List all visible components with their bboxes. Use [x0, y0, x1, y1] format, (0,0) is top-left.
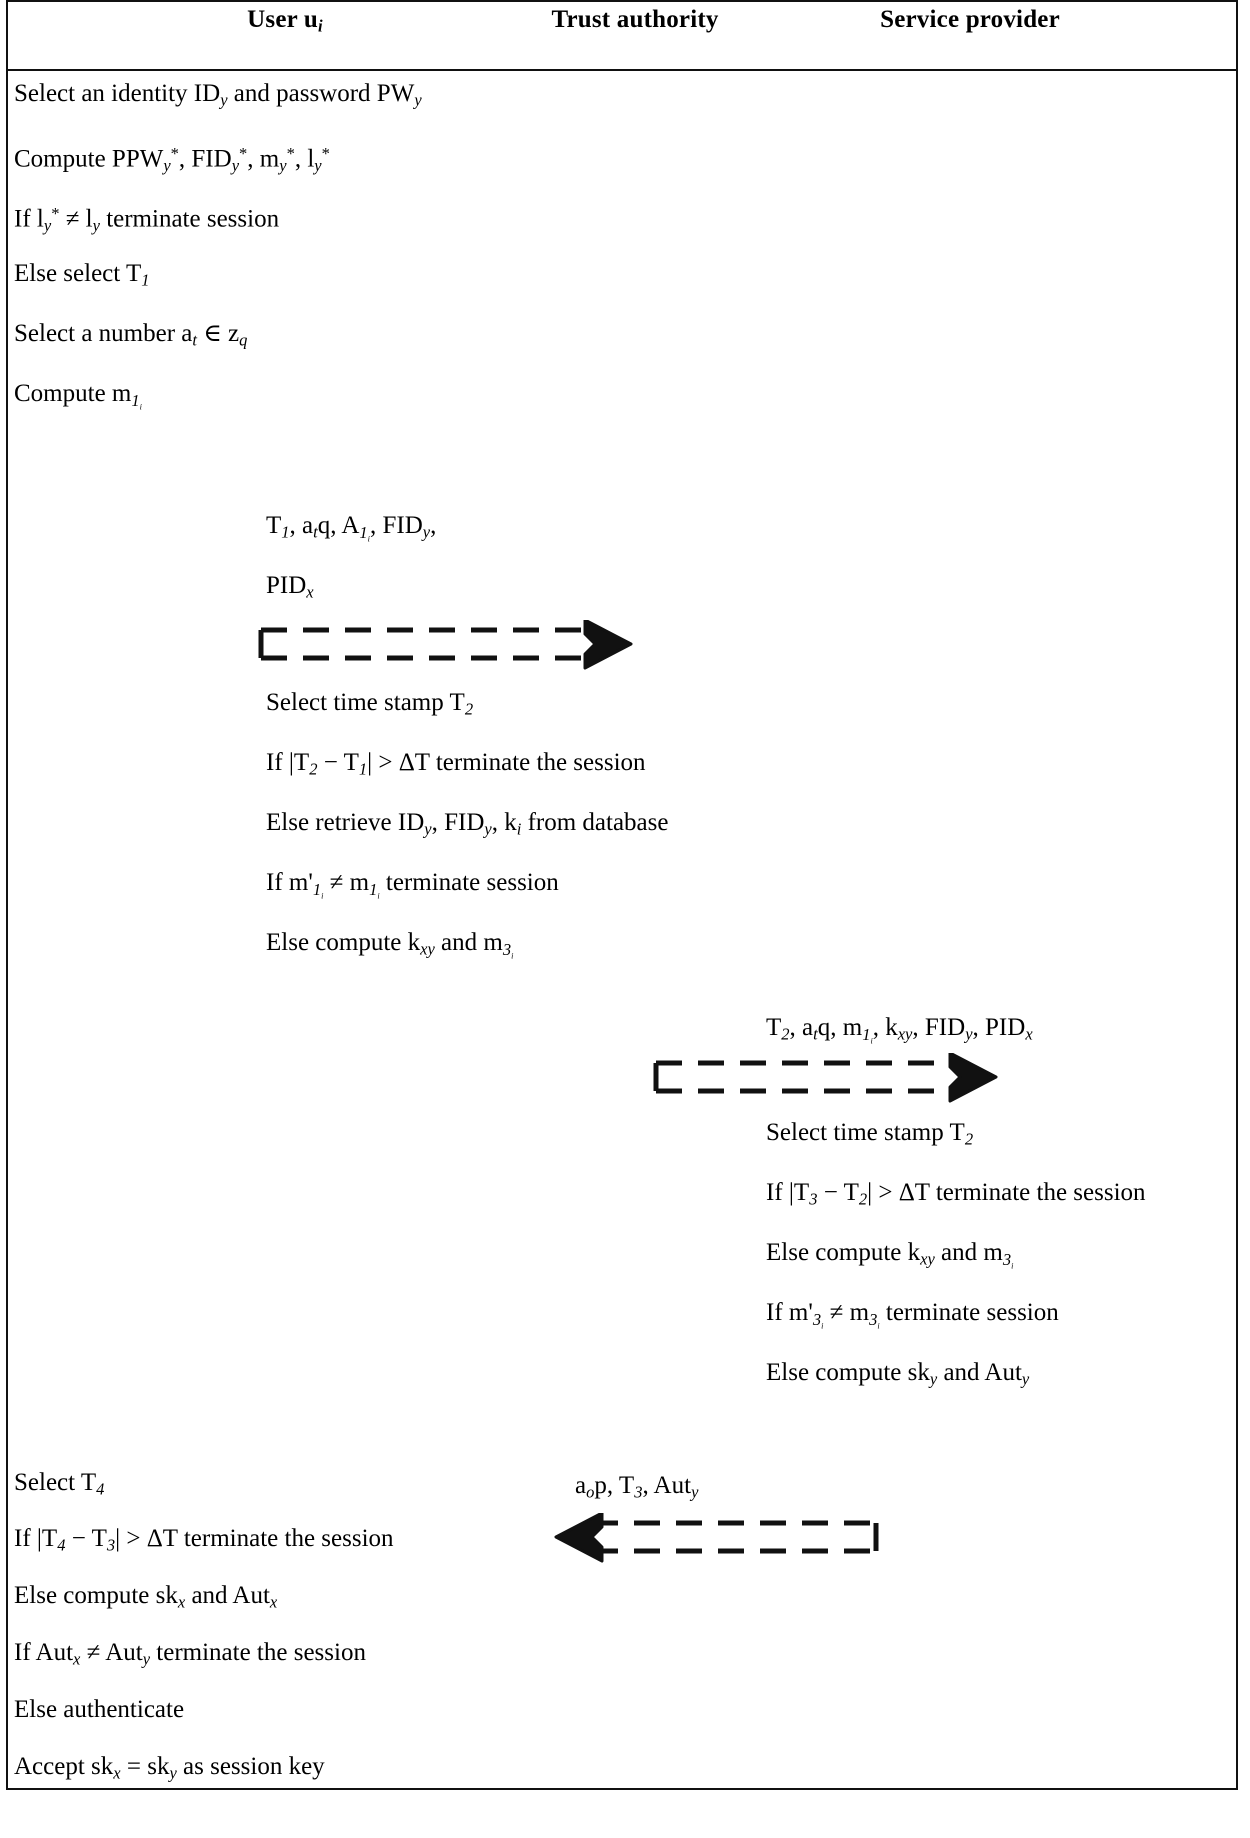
- message-3-label-line1: $a_op$, $T_3$, Aut$_y$: [575, 1472, 699, 1502]
- message-1-label-line1: $T_1$, $a_tq$, $A_{1_i}$, $FID_y$,: [266, 512, 437, 544]
- user-step-3: If $l_y^* \ne l_y$ terminate session: [14, 204, 280, 236]
- ta-step-4: If $m'_{1_i} \ne m_{1_i}$ terminate session: [266, 869, 559, 901]
- message-3-arrow: [552, 1513, 892, 1568]
- user-step-4: Else select $T_1$: [14, 260, 150, 290]
- message-1-arrow: [255, 620, 655, 675]
- message-2-label-line1: $T_2$, $a_tq$, $m_{1_i}$, $k_{xy}$, $FID_y$, $PID_x$: [766, 1014, 1033, 1046]
- user-step-6: Compute $m_{1_i}$: [14, 380, 142, 412]
- header-divider: [6, 69, 1238, 71]
- user-step-1: Select an identity $ID_y$ and password $PW_y$: [14, 80, 422, 110]
- column-header-user: User $u_i$: [247, 6, 323, 36]
- ta-step-5: Else compute $k_{xy}$ and $m_{3_i}$: [266, 929, 514, 961]
- user-final-step-2: If $|T_4 - T_3| > \Delta T$ terminate the session: [14, 1525, 394, 1555]
- ta-step-1: Select time stamp $T_2$: [266, 689, 474, 719]
- column-header-service-provider: Service provider: [880, 6, 1060, 33]
- user-step-5: Select a number $a_t$ ∈ $z_q$: [14, 320, 248, 350]
- column-header-trust-authority: Trust authority: [551, 6, 719, 33]
- ta-step-3: Else retrieve $ID_y$, $FID_y$, $k_i$ from database: [266, 809, 669, 839]
- user-final-step-5: Else authenticate: [14, 1696, 185, 1723]
- user-final-step-1: Select $T_4$: [14, 1469, 105, 1499]
- message-1-label-line2: $PID_x$: [266, 572, 314, 602]
- sp-step-5: Else compute $sk_y$ and Aut$_y$: [766, 1359, 1030, 1389]
- user-final-step-3: Else compute $sk_x$ and Aut$_x$: [14, 1582, 278, 1612]
- message-2-arrow: [650, 1053, 1010, 1108]
- user-step-2: Compute $PPW_y^*$, $FID_y^*$, $m_y^*$, $l_y^*$: [14, 144, 330, 176]
- sp-step-3: Else compute $k_{xy}$ and $m_{3_i}$: [766, 1239, 1014, 1271]
- user-final-step-4: If Aut$_x$ ≠ Aut$_y$ terminate the session: [14, 1639, 366, 1669]
- ta-step-2: If $|T_2 - T_1| > \Delta T$ terminate the session: [266, 749, 646, 779]
- sp-step-1: Select time stamp $T_2$: [766, 1119, 974, 1149]
- user-final-step-6: Accept $sk_x = sk_y$ as session key: [14, 1753, 325, 1783]
- sp-step-4: If $m'_{3_i} \ne m_{3_i}$ terminate session: [766, 1299, 1059, 1331]
- sp-step-2: If $|T_3 - T_2| > \Delta T$ terminate the session: [766, 1179, 1146, 1209]
